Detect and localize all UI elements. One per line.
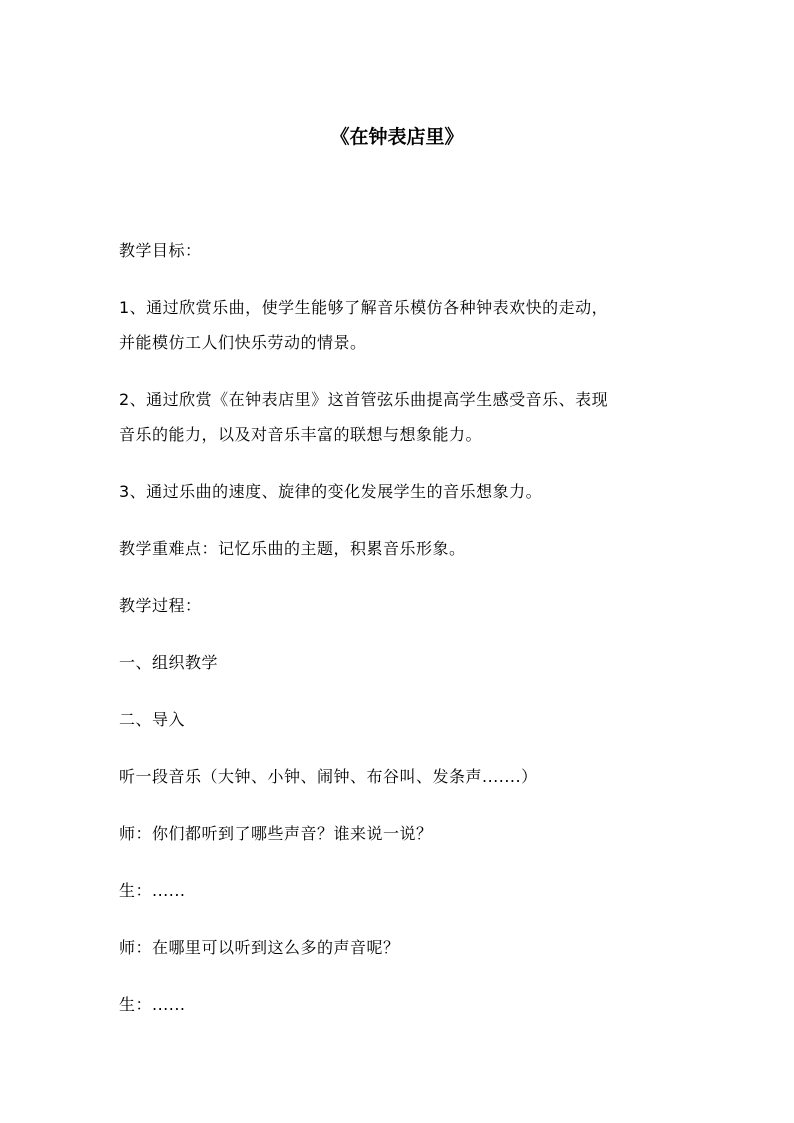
student-answer-1: 生：...... — [119, 881, 186, 900]
objective-2-line-2: 音乐的能力，以及对音乐丰富的联想与想象能力。 — [119, 425, 483, 444]
document-body — [119, 233, 679, 1022]
objective-1-line-1: 1、通过欣赏乐曲，使学生能够了解音乐模仿各种钟表欢快的走动， — [119, 298, 609, 317]
objective-1-line-2: 并能模仿工人们快乐劳动的情景。 — [119, 333, 367, 352]
step-introduction: 二、导入 — [119, 710, 186, 729]
objective-2-line-1: 2、通过欣赏《在钟表店里》这首管弦乐曲提高学生感受音乐、表现 — [119, 390, 609, 409]
teacher-question-2: 师：在哪里可以听到这么多的声音呢？ — [119, 938, 400, 957]
key-difficulties: 教学重难点：记忆乐曲的主题，积累音乐形象。 — [119, 539, 466, 558]
section-heading-process: 教学过程： — [119, 596, 202, 615]
step-organize-teaching: 一、组织教学 — [119, 653, 219, 672]
teacher-question-1: 师：你们都听到了哪些声音？谁来说一说？ — [119, 824, 433, 843]
document-title: 《在钟表店里》 — [330, 126, 464, 148]
listen-music-line: 听一段音乐（大钟、小钟、闹钟、布谷叫、发条声.......） — [119, 767, 538, 786]
student-answer-2: 生：...... — [119, 995, 186, 1014]
objective-3: 3、通过乐曲的速度、旋律的变化发展学生的音乐想象力。 — [119, 482, 543, 501]
section-heading-objectives: 教学目标： — [119, 241, 202, 260]
